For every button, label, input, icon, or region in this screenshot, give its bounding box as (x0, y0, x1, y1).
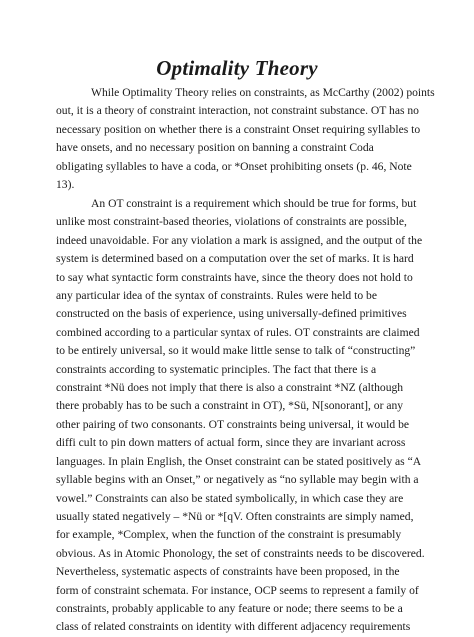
text-line: Nevertheless, systematic aspects of constraints have been proposed, in the (56, 565, 400, 579)
text-line: constraints according to systematic principles. The fact that there is a (56, 362, 377, 376)
text-line: unlike most constraint-based theories, violations of constraints are possible, (56, 215, 407, 229)
text-line: syllable begins with an Onset,” or negatively as “no syllable may begin with a (56, 473, 419, 487)
text-line: out, it is a theory of constraint interaction, not constraint substance. OT has no (56, 104, 419, 118)
page-title: Optimality Theory (156, 56, 318, 80)
text-line: to be entirely universal, so it would make little sense to talk of “constructing” (56, 344, 416, 358)
text-line: constraints, probably applicable to any feature or node; there seems to be a (56, 601, 403, 615)
text-line: vowel.” Constraints can also be stated symbolically, in which case they are (56, 491, 404, 505)
text-line: other pairing of two consonants. OT constraints being universal, it would be (56, 417, 410, 431)
text-line: An OT constraint is a requirement which should be true for forms, but (91, 197, 417, 210)
text-line: constructed on the basis of experience, using universally-defined primitives (56, 307, 407, 321)
text-line: obligating syllables to have a coda, or *Onset prohibiting onsets (p. 46, Note (56, 159, 412, 173)
text-line: system is determined based on a computation over the set of marks. It is hard (56, 252, 414, 266)
text-line: have onsets, and no necessary position on banning a constraint Coda (56, 141, 374, 155)
text-line: usually stated negatively – *Nü or *[qV. Often constraints are simply named, (56, 509, 414, 523)
text-line: languages. In plain English, the Onset constraint can be stated positively as “A (56, 454, 422, 468)
text-line: While Optimality Theory relies on constraints, as McCarthy (2002) points (91, 86, 435, 99)
text-line: necessary position on whether there is a constraint Onset requiring syllables to (56, 122, 421, 136)
text-line: constraint *Nü does not imply that there is also a constraint *NZ (although (56, 381, 404, 395)
text-line: diffi cult to pin down matters of actual form, since they are invariant across (56, 436, 406, 450)
text-line: indeed unavoidable. For any violation a mark is assigned, and the output of the (56, 233, 423, 247)
text-line: form of constraint schemata. For instance, OCP seems to represent a family of (56, 583, 419, 597)
paragraph-2 (56, 195, 432, 637)
text-line: class of related constraints on identity with different adjacency requirements (56, 620, 411, 634)
text-line: any particular idea of the syntax of constraints. Rules were held to be (56, 289, 377, 303)
text-line: there probably has to be such a constraint in OT), *Sü, N[sonorant], or any (56, 399, 404, 413)
text-line: 13). (56, 178, 75, 192)
text-line: for example, *Complex, when the function of the constraint is presumably (56, 528, 402, 542)
text-line: to say what syntactic form constraints have, since the theory does not hold to (56, 270, 413, 284)
text-line: combined according to a particular syntax of rules. OT constraints are claimed (56, 325, 420, 339)
paragraph-1 (56, 84, 435, 194)
text-line: obvious. As in Atomic Phonology, the set of constraints needs to be discovered. (56, 546, 425, 560)
